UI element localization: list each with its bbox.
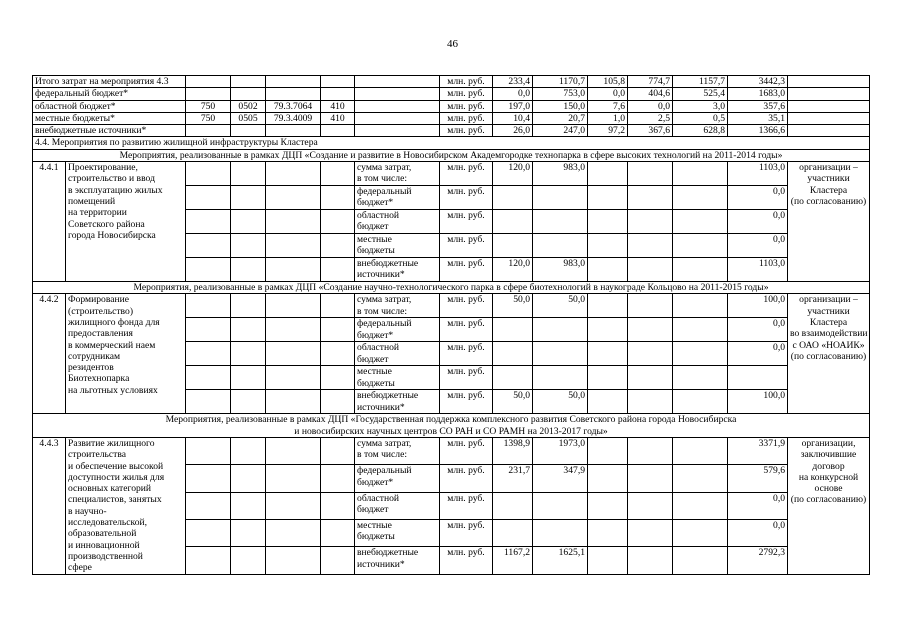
value-cell: 0,0	[493, 88, 533, 100]
unit-cell: млн. руб.	[440, 125, 493, 137]
value-cell	[533, 342, 588, 366]
empty-cell	[321, 234, 355, 258]
value-cell	[493, 492, 533, 519]
unit-cell: млн. руб.	[440, 294, 493, 318]
summary-row	[33, 88, 870, 100]
empty-cell	[186, 186, 231, 210]
empty-cell	[266, 342, 321, 366]
empty-cell	[588, 342, 628, 366]
item-name: Развитие жилищного строительства и обеспечение высокой доступности жилья для основных категорий специалистов, занятых в научно- исследовательской, образовательной и инновационной производственной сфере	[66, 437, 186, 574]
unit-cell: млн. руб.	[440, 342, 493, 366]
empty-cell	[321, 519, 355, 546]
empty-cell	[628, 366, 673, 390]
empty-cell	[628, 318, 673, 342]
value-cell: 150,0	[533, 100, 588, 112]
empty-cell	[231, 234, 266, 258]
total-cell: 1366,6	[728, 125, 788, 137]
empty-cell	[628, 390, 673, 414]
total-cell: 3371,9	[728, 437, 788, 464]
unit-cell: млн. руб.	[440, 162, 493, 186]
item-name: Проектирование, строительство и ввод в эксплуатацию жилых помещений на территории Советского района города Новосибирска	[66, 162, 186, 282]
data-row	[33, 437, 870, 464]
value-cell: 3,0	[673, 100, 728, 112]
empty-cell	[186, 465, 231, 492]
unit-cell: млн. руб.	[440, 547, 493, 574]
vr-cell: 410	[321, 100, 355, 112]
value-cell: 50,0	[493, 294, 533, 318]
empty-cell	[628, 519, 673, 546]
total-cell: 100,0	[728, 390, 788, 414]
empty-cell	[673, 547, 728, 574]
value-cell	[533, 366, 588, 390]
total-cell: 0,0	[728, 318, 788, 342]
funding-source: местные бюджеты	[355, 234, 440, 258]
empty-cell	[186, 258, 231, 282]
empty-cell	[588, 210, 628, 234]
value-cell: 50,0	[533, 294, 588, 318]
csr-cell: 79.3.7064	[266, 100, 321, 112]
funding-source: областной бюджет	[355, 342, 440, 366]
empty-cell	[628, 210, 673, 234]
total-cell: 1103,0	[728, 258, 788, 282]
empty-cell	[186, 366, 231, 390]
block-header-row	[33, 149, 870, 161]
empty-cell	[266, 234, 321, 258]
empty-cell	[231, 294, 266, 318]
grbs-cell: 750	[186, 112, 231, 124]
funding-source: местные бюджеты	[355, 519, 440, 546]
empty-cell	[321, 294, 355, 318]
value-cell	[533, 210, 588, 234]
empty-cell	[321, 492, 355, 519]
total-cell: 2792,3	[728, 547, 788, 574]
empty-cell	[673, 162, 728, 186]
funding-source: федеральный бюджет*	[355, 186, 440, 210]
grbs-cell	[186, 88, 231, 100]
row-label: областной бюджет*	[33, 100, 186, 112]
empty-cell	[355, 100, 440, 112]
empty-cell	[788, 88, 870, 100]
csr-cell: 79.3.4009	[266, 112, 321, 124]
empty-cell	[673, 342, 728, 366]
value-cell: 0,5	[673, 112, 728, 124]
vr-cell	[321, 88, 355, 100]
funding-source: сумма затрат, в том числе:	[355, 162, 440, 186]
value-cell: 1625,1	[533, 547, 588, 574]
total-cell: 0,0	[728, 186, 788, 210]
empty-cell	[231, 437, 266, 464]
empty-cell	[231, 366, 266, 390]
funding-source: областной бюджет	[355, 492, 440, 519]
empty-cell	[321, 210, 355, 234]
value-cell	[533, 519, 588, 546]
total-cell: 100,0	[728, 294, 788, 318]
empty-cell	[186, 519, 231, 546]
vr-cell	[321, 125, 355, 137]
value-cell: 404,6	[628, 88, 673, 100]
empty-cell	[266, 366, 321, 390]
empty-cell	[673, 258, 728, 282]
value-cell: 231,7	[493, 465, 533, 492]
value-cell: 26,0	[493, 125, 533, 137]
empty-cell	[673, 366, 728, 390]
empty-cell	[266, 437, 321, 464]
empty-cell	[266, 162, 321, 186]
empty-cell	[628, 492, 673, 519]
row-label: внебюджетные источники*	[33, 125, 186, 137]
empty-cell	[266, 210, 321, 234]
total-cell: 0,0	[728, 492, 788, 519]
empty-cell	[186, 234, 231, 258]
value-cell: 347,9	[533, 465, 588, 492]
empty-cell	[266, 258, 321, 282]
value-cell: 367,6	[628, 125, 673, 137]
value-cell: 50,0	[493, 390, 533, 414]
total-cell	[728, 366, 788, 390]
rzpr-cell	[231, 88, 266, 100]
empty-cell	[588, 294, 628, 318]
empty-cell	[186, 294, 231, 318]
total-cell: 1103,0	[728, 162, 788, 186]
empty-cell	[266, 465, 321, 492]
unit-cell: млн. руб.	[440, 186, 493, 210]
total-cell: 357,6	[728, 100, 788, 112]
empty-cell	[788, 125, 870, 137]
value-cell	[533, 492, 588, 519]
item-name: Формирование (строительство) жилищного фонда для предоставления в коммерческий наем сотрудникам резидентов Биотехнопарка на льготных условиях	[66, 294, 186, 414]
section-title: 4.4. Мероприятия по развитию жилищной инфраструктуры Кластера	[33, 137, 870, 149]
unit-cell: млн. руб.	[440, 100, 493, 112]
empty-cell	[628, 258, 673, 282]
total-cell: 579,6	[728, 465, 788, 492]
grbs-cell	[186, 125, 231, 137]
empty-cell	[788, 112, 870, 124]
value-cell: 233,4	[493, 76, 533, 88]
value-cell	[493, 210, 533, 234]
value-cell	[493, 234, 533, 258]
empty-cell	[673, 210, 728, 234]
summary-row	[33, 100, 870, 112]
value-cell	[493, 186, 533, 210]
empty-cell	[266, 186, 321, 210]
empty-cell	[588, 492, 628, 519]
block-header-row	[33, 282, 870, 294]
empty-cell	[186, 547, 231, 574]
total-cell: 0,0	[728, 342, 788, 366]
summary-row	[33, 125, 870, 137]
empty-cell	[321, 186, 355, 210]
value-cell: 1973,0	[533, 437, 588, 464]
funding-source: внебюджетные источники*	[355, 547, 440, 574]
value-cell: 1,0	[588, 112, 628, 124]
total-cell: 0,0	[728, 210, 788, 234]
empty-cell	[186, 390, 231, 414]
value-cell: 197,0	[493, 100, 533, 112]
page-number: 46	[447, 38, 458, 50]
empty-cell	[788, 100, 870, 112]
empty-cell	[231, 547, 266, 574]
funding-source: федеральный бюджет*	[355, 465, 440, 492]
section-title-row	[33, 137, 870, 149]
empty-cell	[231, 318, 266, 342]
value-cell: 1157,7	[673, 76, 728, 88]
value-cell: 50,0	[533, 390, 588, 414]
rzpr-cell: 0505	[231, 112, 266, 124]
value-cell: 105,8	[588, 76, 628, 88]
empty-cell	[628, 437, 673, 464]
budget-table	[32, 75, 870, 575]
empty-cell	[628, 294, 673, 318]
csr-cell	[266, 88, 321, 100]
rzpr-cell	[231, 76, 266, 88]
empty-cell	[355, 112, 440, 124]
row-label: федеральный бюджет*	[33, 88, 186, 100]
empty-cell	[186, 437, 231, 464]
grbs-cell: 750	[186, 100, 231, 112]
empty-cell	[231, 186, 266, 210]
value-cell: 525,4	[673, 88, 728, 100]
value-cell	[533, 186, 588, 210]
empty-cell	[321, 258, 355, 282]
empty-cell	[266, 519, 321, 546]
total-cell: 35,1	[728, 112, 788, 124]
empty-cell	[588, 547, 628, 574]
unit-cell: млн. руб.	[440, 492, 493, 519]
empty-cell	[231, 210, 266, 234]
empty-cell	[355, 125, 440, 137]
block-header-row	[33, 414, 870, 438]
empty-cell	[628, 547, 673, 574]
csr-cell	[266, 76, 321, 88]
data-row	[33, 294, 870, 318]
empty-cell	[231, 492, 266, 519]
summary-row	[33, 112, 870, 124]
unit-cell: млн. руб.	[440, 390, 493, 414]
empty-cell	[321, 318, 355, 342]
empty-cell	[231, 162, 266, 186]
value-cell	[533, 318, 588, 342]
value-cell	[493, 318, 533, 342]
unit-cell: млн. руб.	[440, 258, 493, 282]
value-cell: 7,6	[588, 100, 628, 112]
block-header: Мероприятия, реализованные в рамках ДЦП «Государственная поддержка комплексного развития Советского района города Новосибирска и новосибирских научных центров СО РАН и СО РАМН на 2013-2017 годы»	[33, 414, 870, 438]
responsible-org: организации – участники Кластера во взаимодействии с ОАО «НОАИК» (по согласованию)	[788, 294, 870, 414]
empty-cell	[186, 162, 231, 186]
empty-cell	[186, 210, 231, 234]
value-cell: 247,0	[533, 125, 588, 137]
empty-cell	[231, 342, 266, 366]
unit-cell: млн. руб.	[440, 465, 493, 492]
unit-cell: млн. руб.	[440, 76, 493, 88]
empty-cell	[673, 318, 728, 342]
value-cell: 10,4	[493, 112, 533, 124]
unit-cell: млн. руб.	[440, 366, 493, 390]
value-cell	[533, 234, 588, 258]
vr-cell	[321, 76, 355, 88]
unit-cell: млн. руб.	[440, 210, 493, 234]
empty-cell	[588, 390, 628, 414]
empty-cell	[588, 318, 628, 342]
funding-source: сумма затрат, в том числе:	[355, 437, 440, 464]
value-cell: 628,8	[673, 125, 728, 137]
value-cell: 120,0	[493, 258, 533, 282]
empty-cell	[628, 342, 673, 366]
value-cell: 0,0	[628, 100, 673, 112]
empty-cell	[231, 390, 266, 414]
empty-cell	[588, 437, 628, 464]
empty-cell	[673, 465, 728, 492]
empty-cell	[321, 437, 355, 464]
empty-cell	[673, 519, 728, 546]
value-cell: 1398,9	[493, 437, 533, 464]
empty-cell	[231, 519, 266, 546]
empty-cell	[231, 258, 266, 282]
summary-row	[33, 76, 870, 88]
empty-cell	[186, 492, 231, 519]
value-cell: 753,0	[533, 88, 588, 100]
empty-cell	[321, 390, 355, 414]
unit-cell: млн. руб.	[440, 318, 493, 342]
empty-cell	[321, 547, 355, 574]
empty-cell	[266, 390, 321, 414]
empty-cell	[321, 342, 355, 366]
unit-cell: млн. руб.	[440, 519, 493, 546]
funding-source: местные бюджеты	[355, 366, 440, 390]
empty-cell	[186, 318, 231, 342]
empty-cell	[673, 437, 728, 464]
empty-cell	[628, 162, 673, 186]
rzpr-cell: 0502	[231, 100, 266, 112]
value-cell: 774,7	[628, 76, 673, 88]
value-cell: 1167,2	[493, 547, 533, 574]
empty-cell	[266, 492, 321, 519]
unit-cell: млн. руб.	[440, 234, 493, 258]
csr-cell	[266, 125, 321, 137]
empty-cell	[266, 294, 321, 318]
funding-source: сумма затрат, в том числе:	[355, 294, 440, 318]
item-number: 4.4.2	[33, 294, 66, 414]
value-cell: 983,0	[533, 258, 588, 282]
responsible-org: организации – участники Кластера (по согласованию)	[788, 162, 870, 282]
value-cell: 97,2	[588, 125, 628, 137]
value-cell	[493, 519, 533, 546]
responsible-org: организации, заключившие договор на конкурсной основе (по согласованию)	[788, 437, 870, 574]
empty-cell	[788, 76, 870, 88]
empty-cell	[673, 492, 728, 519]
empty-cell	[628, 234, 673, 258]
row-label: Итого затрат на мероприятия 4.3	[33, 76, 186, 88]
vr-cell: 410	[321, 112, 355, 124]
total-cell: 0,0	[728, 519, 788, 546]
value-cell	[493, 342, 533, 366]
unit-cell: млн. руб.	[440, 112, 493, 124]
empty-cell	[673, 294, 728, 318]
empty-cell	[673, 234, 728, 258]
empty-cell	[628, 186, 673, 210]
empty-cell	[588, 465, 628, 492]
item-number: 4.4.1	[33, 162, 66, 282]
rzpr-cell	[231, 125, 266, 137]
empty-cell	[321, 366, 355, 390]
empty-cell	[186, 342, 231, 366]
total-cell: 3442,3	[728, 76, 788, 88]
data-row	[33, 162, 870, 186]
empty-cell	[673, 186, 728, 210]
empty-cell	[231, 465, 266, 492]
funding-source: федеральный бюджет*	[355, 318, 440, 342]
item-number: 4.4.3	[33, 437, 66, 574]
block-header: Мероприятия, реализованные в рамках ДЦП «Создание и развитие в Новосибирском Академгородке технопарка в сфере высоких технологий на 2011-2014 годы»	[33, 149, 870, 161]
empty-cell	[628, 465, 673, 492]
empty-cell	[588, 519, 628, 546]
empty-cell	[321, 465, 355, 492]
empty-cell	[321, 162, 355, 186]
value-cell: 2,5	[628, 112, 673, 124]
empty-cell	[588, 366, 628, 390]
row-label: местные бюджеты*	[33, 112, 186, 124]
unit-cell: млн. руб.	[440, 437, 493, 464]
unit-cell: млн. руб.	[440, 88, 493, 100]
empty-cell	[355, 76, 440, 88]
empty-cell	[266, 547, 321, 574]
value-cell: 20,7	[533, 112, 588, 124]
empty-cell	[588, 258, 628, 282]
empty-cell	[588, 186, 628, 210]
total-cell: 1683,0	[728, 88, 788, 100]
funding-source: внебюджетные источники*	[355, 390, 440, 414]
value-cell: 1170,7	[533, 76, 588, 88]
empty-cell	[588, 234, 628, 258]
funding-source: областной бюджет	[355, 210, 440, 234]
grbs-cell	[186, 76, 231, 88]
value-cell	[493, 366, 533, 390]
value-cell: 120,0	[493, 162, 533, 186]
value-cell: 983,0	[533, 162, 588, 186]
empty-cell	[355, 88, 440, 100]
total-cell: 0,0	[728, 234, 788, 258]
funding-source: внебюджетные источники*	[355, 258, 440, 282]
empty-cell	[266, 318, 321, 342]
block-header: Мероприятия, реализованные в рамках ДЦП «Создание научно-технологического парка в сфере биотехнологий в наукограде Кольцово на 2011-2015 годы»	[33, 282, 870, 294]
value-cell: 0,0	[588, 88, 628, 100]
empty-cell	[588, 162, 628, 186]
empty-cell	[673, 390, 728, 414]
